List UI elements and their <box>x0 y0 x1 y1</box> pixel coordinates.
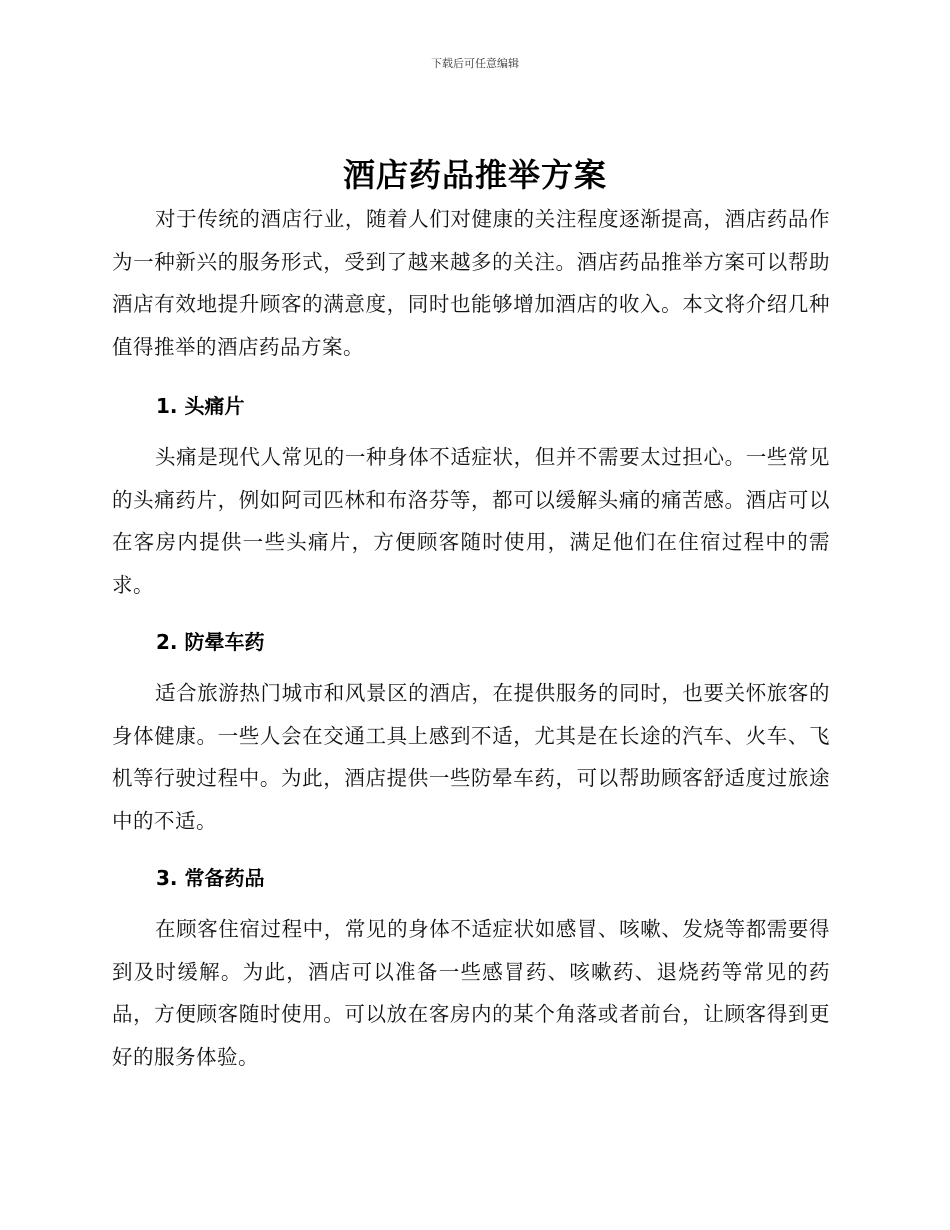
section-paragraph-3: 在顾客住宿过程中，常见的身体不适症状如感冒、咳嗽、发烧等都需要得到及时缓解。为此，酒店可以准备一些感冒药、咳嗽药、退烧药等常见的药品，方便顾客随时使用。可以放在客房内的某个角落或者前台，让顾客得到更好的服务体验。 <box>112 917 830 1069</box>
section-paragraph-2: 适合旅游热门城市和风景区的酒店，在提供服务的同时，也要关怀旅客的身体健康。一些人会在交通工具上感到不适，尤其是在长途的汽车、火车、飞机等行驶过程中。为此，酒店提供一些防晕车药，可以帮助顾客舒适度过旅途中的不适。 <box>112 681 830 833</box>
section-paragraph-1: 头痛是现代人常见的一种身体不适症状，但并不需要太过担心。一些常见的头痛药片，例如阿司匹林和布洛芬等，都可以缓解头痛的痛苦感。酒店可以在客房内提供一些头痛片，方便顾客随时使用，满足他们在住宿过程中的需求。 <box>112 445 830 597</box>
section-heading-1: 1. 头痛片 <box>156 394 245 418</box>
intro-paragraph: 对于传统的酒店行业，随着人们对健康的关注程度逐渐提高，酒店药品作为一种新兴的服务形式，受到了越来越多的关注。酒店药品推举方案可以帮助酒店有效地提升顾客的满意度，同时也能够增加酒店的收入。本文将介绍几种值得推举的酒店药品方案。 <box>112 207 830 359</box>
section-heading-3: 3. 常备药品 <box>156 866 265 890</box>
header-note: 下载后可任意编辑 <box>431 57 519 70</box>
document-title: 酒店药品推举方案 <box>342 156 607 194</box>
section-heading-2: 2. 防晕车药 <box>156 630 265 654</box>
